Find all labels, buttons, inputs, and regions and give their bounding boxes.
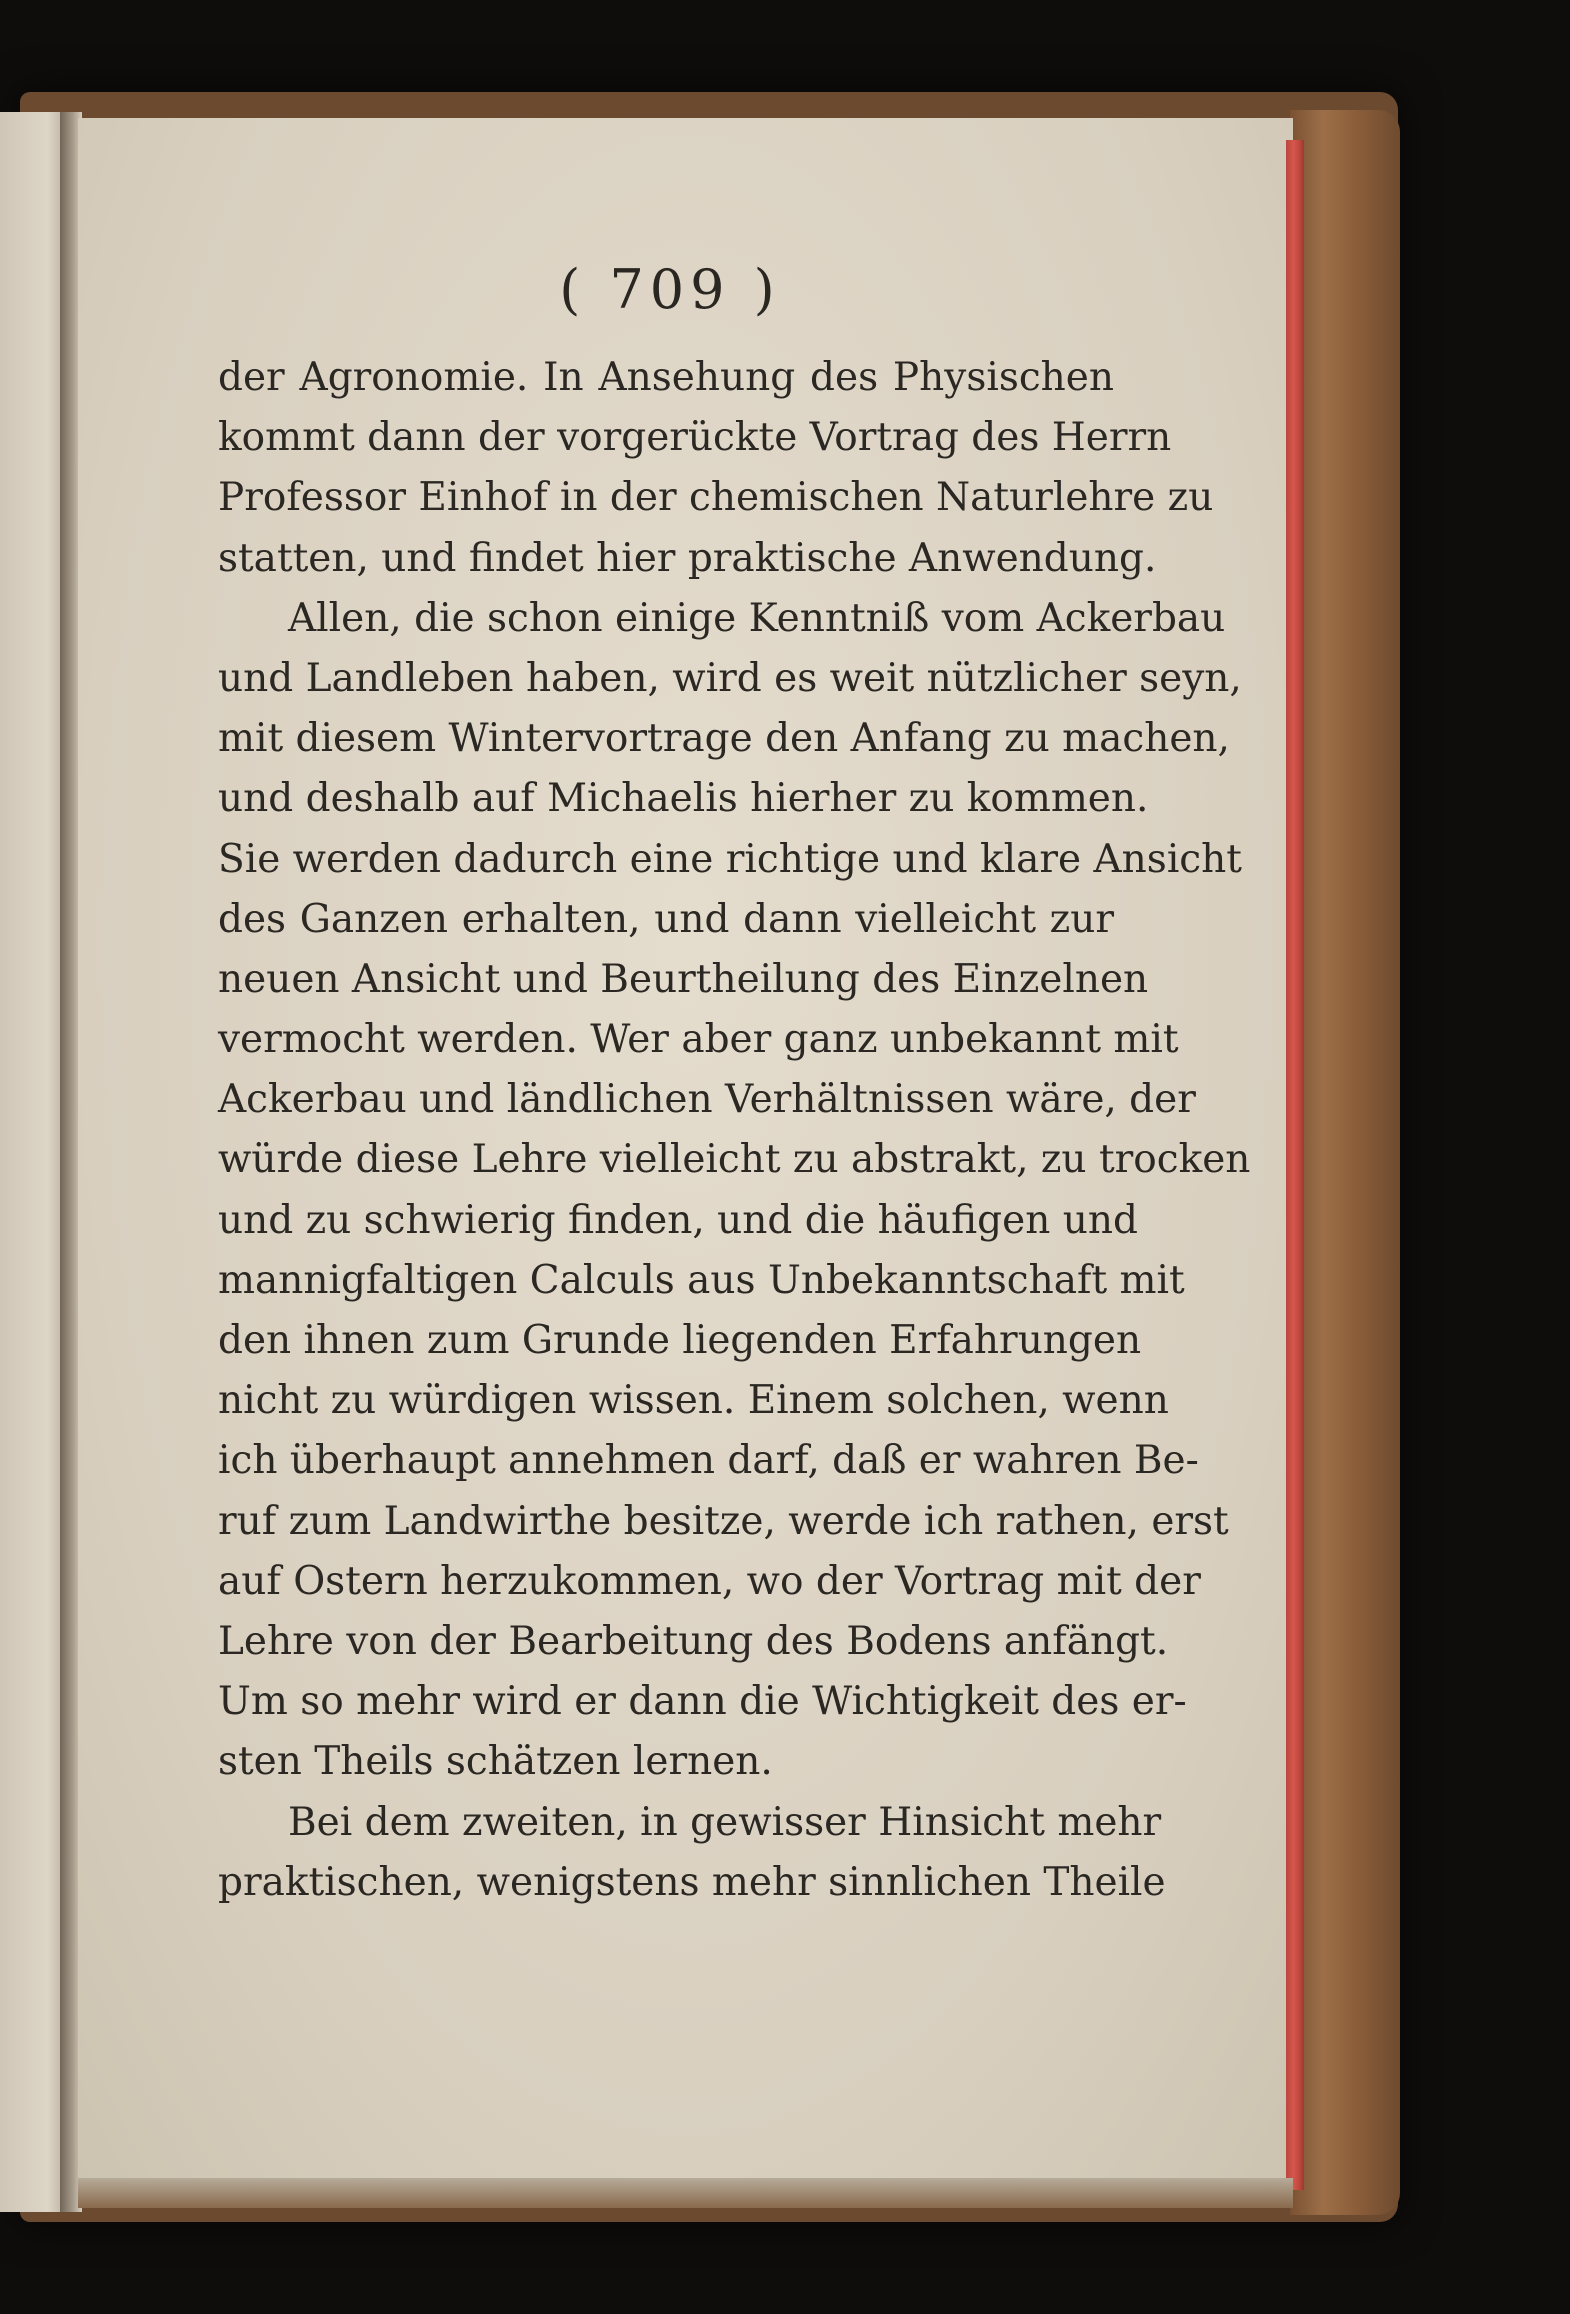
text-line: den ihnen zum Grunde liegenden Erfahrungen <box>218 1318 1142 1363</box>
page-number: ( 709 ) <box>559 258 781 321</box>
page-bottom-edge <box>78 2178 1293 2208</box>
text-line: Ackerbau und ländlichen Verhältnissen wäre, der <box>218 1077 1196 1123</box>
text-line: nicht zu würdigen wissen. Einem solchen, wenn <box>218 1378 1169 1424</box>
text-line: ich überhaupt annehmen darf, daß er wahren Be- <box>218 1438 1199 1484</box>
text-line: würde diese Lehre vielleicht zu abstrakt, zu trocken <box>218 1137 1251 1183</box>
text-line: Lehre von der Bearbeitung des Bodens anfängt. <box>218 1618 1169 1664</box>
text-line: praktischen, wenigstens mehr sinnlichen Theile <box>218 1859 1166 1905</box>
text-line: und zu schwierig finden, und die häufigen und <box>218 1197 1138 1243</box>
red-page-edge <box>1286 140 1304 2190</box>
text-line: neuen Ansicht und Beurtheilung des Einzelnen <box>218 956 1149 1002</box>
text-line: mit diesem Wintervortrage den Anfang zu machen, <box>218 716 1230 762</box>
text-line: vermocht werden. Wer aber ganz unbekannt mit <box>218 1017 1179 1063</box>
text-line: und deshalb auf Michaelis hierher zu kommen. <box>218 776 1149 822</box>
text-line: Professor Einhof in der chemischen Naturlehre zu <box>218 475 1214 521</box>
text-line: sten Theils schätzen lernen. <box>218 1739 773 1785</box>
text-line: kommt dann der vorgerückte Vortrag des Herrn <box>218 415 1172 461</box>
text-line: ruf zum Landwirthe besitze, werde ich rathen, erst <box>218 1498 1229 1544</box>
text-line: auf Ostern herzukommen, wo der Vortrag mit der <box>218 1558 1201 1604</box>
text-line: mannigfaltigen Calculs aus Unbekanntschaft mit <box>218 1257 1185 1303</box>
text-line: der Agronomie. In Ansehung des Physischen <box>218 355 1114 400</box>
book-board-edge <box>1290 110 1400 2215</box>
facing-page-edge <box>0 112 68 2212</box>
text-line: Bei dem zweiten, in gewisser Hinsicht mehr <box>288 1799 1162 1845</box>
text-line: und Landleben haben, wird es weit nützlicher seyn, <box>218 655 1242 701</box>
text-line: Um so mehr wird er dann die Wichtigkeit des er- <box>218 1679 1187 1725</box>
text-line: des Ganzen erhalten, und dann vielleicht zur <box>218 896 1114 942</box>
text-line: Allen, die schon einige Kenntniß vom Ackerbau <box>288 595 1226 641</box>
body-text <box>218 348 1251 1913</box>
text-line: statten, und findet hier praktische Anwendung. <box>218 535 1157 581</box>
text-line: Sie werden dadurch eine richtige und klare Ansicht <box>218 836 1242 882</box>
